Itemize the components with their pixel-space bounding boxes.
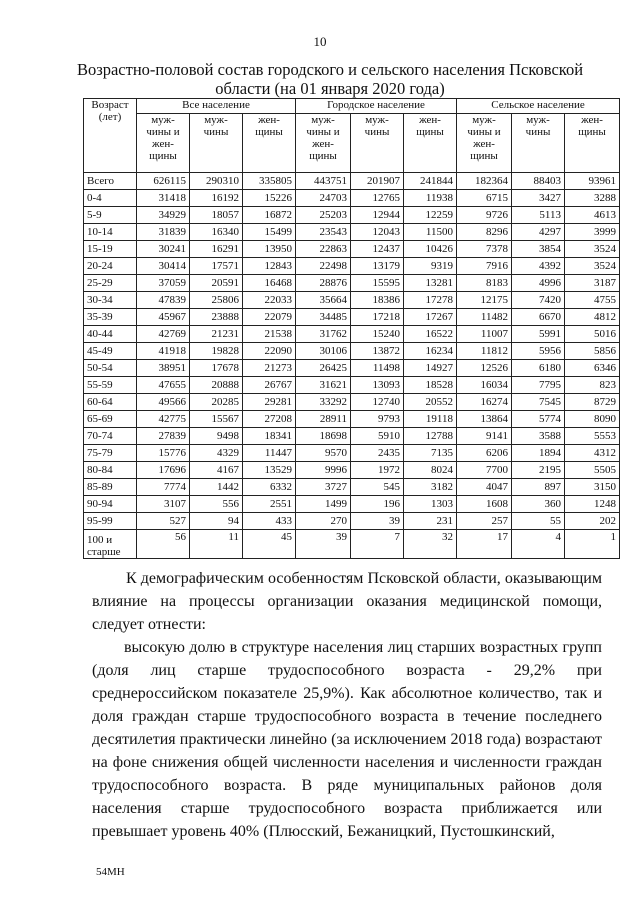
value-cell: 93961 [565, 173, 620, 190]
value-cell: 1608 [457, 496, 512, 513]
table-row [84, 394, 620, 411]
value-cell: 12740 [351, 394, 404, 411]
age-cell: 45-49 [84, 343, 137, 360]
value-cell: 35664 [296, 292, 351, 309]
value-cell: 1 [565, 530, 620, 559]
age-cell: 65-69 [84, 411, 137, 428]
value-cell: 527 [137, 513, 190, 530]
value-cell: 47839 [137, 292, 190, 309]
value-cell: 20552 [404, 394, 457, 411]
value-cell: 12437 [351, 241, 404, 258]
table-row [84, 496, 620, 513]
value-cell: 13529 [243, 462, 296, 479]
value-cell: 55 [512, 513, 565, 530]
value-cell: 11 [190, 530, 243, 559]
table-row [84, 258, 620, 275]
age-cell: 60-64 [84, 394, 137, 411]
value-cell: 290310 [190, 173, 243, 190]
value-cell: 32 [404, 530, 457, 559]
value-cell: 9726 [457, 207, 512, 224]
age-cell: 0-4 [84, 190, 137, 207]
table-row [84, 173, 620, 190]
value-cell: 6332 [243, 479, 296, 496]
value-cell: 823 [565, 377, 620, 394]
value-cell: 22033 [243, 292, 296, 309]
value-cell: 5113 [512, 207, 565, 224]
value-cell: 897 [512, 479, 565, 496]
value-cell: 15240 [351, 326, 404, 343]
value-cell: 22079 [243, 309, 296, 326]
value-cell: 7774 [137, 479, 190, 496]
value-cell: 13093 [351, 377, 404, 394]
age-cell: 70-74 [84, 428, 137, 445]
table-row [84, 292, 620, 309]
value-cell: 4329 [190, 445, 243, 462]
page-number: 10 [313, 34, 327, 49]
value-cell: 15595 [351, 275, 404, 292]
value-cell: 3524 [565, 241, 620, 258]
value-cell: 14927 [404, 360, 457, 377]
value-cell: 12175 [457, 292, 512, 309]
value-cell: 13179 [351, 258, 404, 275]
subheader-men: муж-чины [351, 114, 404, 173]
value-cell: 37059 [137, 275, 190, 292]
age-cell: 75-79 [84, 445, 137, 462]
value-cell: 11812 [457, 343, 512, 360]
value-cell: 2551 [243, 496, 296, 513]
value-cell: 17218 [351, 309, 404, 326]
value-cell: 9570 [296, 445, 351, 462]
value-cell: 1303 [404, 496, 457, 513]
value-cell: 8729 [565, 394, 620, 411]
value-cell: 18386 [351, 292, 404, 309]
table-row [84, 479, 620, 496]
age-cell: 80-84 [84, 462, 137, 479]
value-cell: 13872 [351, 343, 404, 360]
age-cell: Всего [84, 173, 137, 190]
value-cell: 9319 [404, 258, 457, 275]
value-cell: 17696 [137, 462, 190, 479]
age-cell: 5-9 [84, 207, 137, 224]
value-cell: 7545 [512, 394, 565, 411]
age-cell: 90-94 [84, 496, 137, 513]
paragraph-body: высокую долю в структуре населения лиц старших возрастных групп (доля лиц старше трудоспособного возраста - 29,2% при среднероссийском показателе 25,9%). Как абсолютное количество, так и доля граждан старше трудоспособного возраста в течение последнего десятилетия практически линейно (за исключением 2018 года) возрастают на фоне снижения общей численности населения и численности граждан трудоспособного возраста. В ряде муниципальных районов доля населения старше трудоспособного возраста приближается или превышает уровень 40% (Плюсский, Бежаницкий, Пустошкинский, [92, 639, 602, 840]
value-cell: 21273 [243, 360, 296, 377]
value-cell: 13864 [457, 411, 512, 428]
value-cell: 20285 [190, 394, 243, 411]
value-cell: 16340 [190, 224, 243, 241]
value-cell: 22863 [296, 241, 351, 258]
table-row [84, 241, 620, 258]
value-cell: 231 [404, 513, 457, 530]
table-row [84, 275, 620, 292]
value-cell: 9498 [190, 428, 243, 445]
value-cell: 7916 [457, 258, 512, 275]
value-cell: 27208 [243, 411, 296, 428]
table-row [84, 224, 620, 241]
value-cell: 17278 [404, 292, 457, 309]
subheader-women: жен-щины [404, 114, 457, 173]
value-cell: 38951 [137, 360, 190, 377]
value-cell: 257 [457, 513, 512, 530]
value-cell: 556 [190, 496, 243, 513]
value-cell: 4312 [565, 445, 620, 462]
value-cell: 31839 [137, 224, 190, 241]
value-cell: 33292 [296, 394, 351, 411]
value-cell: 16522 [404, 326, 457, 343]
value-cell: 18698 [296, 428, 351, 445]
age-cell: 20-24 [84, 258, 137, 275]
age-cell: 35-39 [84, 309, 137, 326]
value-cell: 4392 [512, 258, 565, 275]
value-cell: 20591 [190, 275, 243, 292]
value-cell: 7 [351, 530, 404, 559]
value-cell: 12259 [404, 207, 457, 224]
value-cell: 3588 [512, 428, 565, 445]
value-cell: 6206 [457, 445, 512, 462]
group-header-all: Все население [137, 99, 296, 114]
value-cell: 6346 [565, 360, 620, 377]
value-cell: 3427 [512, 190, 565, 207]
age-cell: 25-29 [84, 275, 137, 292]
value-cell: 6180 [512, 360, 565, 377]
value-cell: 5910 [351, 428, 404, 445]
value-cell: 15567 [190, 411, 243, 428]
age-cell: 95-99 [84, 513, 137, 530]
value-cell: 16872 [243, 207, 296, 224]
table-row [84, 530, 620, 559]
value-cell: 12526 [457, 360, 512, 377]
table-title: Возрастно-половой состав городского и сельского населения Псковской области (на 01 января 2020 года) [76, 60, 584, 98]
value-cell: 7700 [457, 462, 512, 479]
value-cell: 8090 [565, 411, 620, 428]
value-cell: 88403 [512, 173, 565, 190]
value-cell: 56 [137, 530, 190, 559]
value-cell: 5774 [512, 411, 565, 428]
value-cell: 9793 [351, 411, 404, 428]
value-cell: 30106 [296, 343, 351, 360]
age-cell: 85-89 [84, 479, 137, 496]
paragraph-intro: К демографическим особенностям Псковской области, оказывающим влияние на процессы организации оказания медицинской помощи, следует отнести: [92, 570, 602, 633]
value-cell: 30241 [137, 241, 190, 258]
value-cell: 241844 [404, 173, 457, 190]
value-cell: 12843 [243, 258, 296, 275]
age-cell: 30-34 [84, 292, 137, 309]
value-cell: 5505 [565, 462, 620, 479]
value-cell: 202 [565, 513, 620, 530]
value-cell: 29281 [243, 394, 296, 411]
value-cell: 39 [351, 513, 404, 530]
value-cell: 15226 [243, 190, 296, 207]
value-cell: 8024 [404, 462, 457, 479]
value-cell: 11500 [404, 224, 457, 241]
value-cell: 17267 [404, 309, 457, 326]
value-cell: 4812 [565, 309, 620, 326]
value-cell: 16234 [404, 343, 457, 360]
age-cell: 55-59 [84, 377, 137, 394]
value-cell: 16468 [243, 275, 296, 292]
value-cell: 21231 [190, 326, 243, 343]
value-cell: 4167 [190, 462, 243, 479]
value-cell: 39 [296, 530, 351, 559]
value-cell: 94 [190, 513, 243, 530]
subheader-men: муж-чины [512, 114, 565, 173]
table-row [84, 377, 620, 394]
value-cell: 335805 [243, 173, 296, 190]
value-cell: 5856 [565, 343, 620, 360]
value-cell: 626115 [137, 173, 190, 190]
value-cell: 7378 [457, 241, 512, 258]
subheader-total: муж-чины и жен-щины [457, 114, 512, 173]
value-cell: 4996 [512, 275, 565, 292]
value-cell: 8296 [457, 224, 512, 241]
value-cell: 9141 [457, 428, 512, 445]
value-cell: 15776 [137, 445, 190, 462]
value-cell: 15499 [243, 224, 296, 241]
table-row [84, 360, 620, 377]
table-row [84, 428, 620, 445]
value-cell: 7420 [512, 292, 565, 309]
subheader-total: муж-чины и жен-щины [296, 114, 351, 173]
value-cell: 23888 [190, 309, 243, 326]
value-cell: 30414 [137, 258, 190, 275]
population-table [83, 98, 620, 559]
value-cell: 20888 [190, 377, 243, 394]
value-cell: 16192 [190, 190, 243, 207]
value-cell: 16291 [190, 241, 243, 258]
age-cell: 10-14 [84, 224, 137, 241]
value-cell: 1248 [565, 496, 620, 513]
value-cell: 5991 [512, 326, 565, 343]
value-cell: 2195 [512, 462, 565, 479]
value-cell: 25203 [296, 207, 351, 224]
value-cell: 1972 [351, 462, 404, 479]
subheader-women: жен-щины [243, 114, 296, 173]
value-cell: 49566 [137, 394, 190, 411]
value-cell: 11938 [404, 190, 457, 207]
value-cell: 41918 [137, 343, 190, 360]
value-cell: 22498 [296, 258, 351, 275]
value-cell: 4613 [565, 207, 620, 224]
value-cell: 3150 [565, 479, 620, 496]
value-cell: 17571 [190, 258, 243, 275]
subheader-total: муж-чины и жен-щины [137, 114, 190, 173]
age-cell: 100 и старше [84, 530, 137, 559]
value-cell: 3107 [137, 496, 190, 513]
value-cell: 16274 [457, 394, 512, 411]
value-cell: 11482 [457, 309, 512, 326]
table-row [84, 462, 620, 479]
value-cell: 17678 [190, 360, 243, 377]
value-cell: 34485 [296, 309, 351, 326]
value-cell: 42775 [137, 411, 190, 428]
value-cell: 47655 [137, 377, 190, 394]
value-cell: 4297 [512, 224, 565, 241]
value-cell: 10426 [404, 241, 457, 258]
value-cell: 182364 [457, 173, 512, 190]
value-cell: 3187 [565, 275, 620, 292]
value-cell: 25806 [190, 292, 243, 309]
value-cell: 5956 [512, 343, 565, 360]
value-cell: 3524 [565, 258, 620, 275]
value-cell: 31762 [296, 326, 351, 343]
value-cell: 9996 [296, 462, 351, 479]
value-cell: 26425 [296, 360, 351, 377]
value-cell: 1894 [512, 445, 565, 462]
value-cell: 31418 [137, 190, 190, 207]
value-cell: 270 [296, 513, 351, 530]
value-cell: 8183 [457, 275, 512, 292]
value-cell: 4047 [457, 479, 512, 496]
table-row [84, 411, 620, 428]
value-cell: 196 [351, 496, 404, 513]
value-cell: 16034 [457, 377, 512, 394]
value-cell: 13281 [404, 275, 457, 292]
footer-code: 54МН [96, 866, 125, 878]
value-cell: 45 [243, 530, 296, 559]
value-cell: 3854 [512, 241, 565, 258]
value-cell: 31621 [296, 377, 351, 394]
value-cell: 27839 [137, 428, 190, 445]
table-row [84, 309, 620, 326]
value-cell: 545 [351, 479, 404, 496]
table-row [84, 207, 620, 224]
value-cell: 1442 [190, 479, 243, 496]
value-cell: 28876 [296, 275, 351, 292]
value-cell: 3182 [404, 479, 457, 496]
value-cell: 201907 [351, 173, 404, 190]
group-header-rural: Сельское население [457, 99, 620, 114]
value-cell: 2435 [351, 445, 404, 462]
value-cell: 23543 [296, 224, 351, 241]
age-cell: 40-44 [84, 326, 137, 343]
value-cell: 12788 [404, 428, 457, 445]
subheader-women: жен-щины [565, 114, 620, 173]
value-cell: 21538 [243, 326, 296, 343]
value-cell: 24703 [296, 190, 351, 207]
table-row [84, 343, 620, 360]
table-row [84, 445, 620, 462]
value-cell: 360 [512, 496, 565, 513]
value-cell: 12944 [351, 207, 404, 224]
value-cell: 3999 [565, 224, 620, 241]
value-cell: 4755 [565, 292, 620, 309]
value-cell: 11007 [457, 326, 512, 343]
value-cell: 13950 [243, 241, 296, 258]
value-cell: 11498 [351, 360, 404, 377]
value-cell: 19118 [404, 411, 457, 428]
value-cell: 19828 [190, 343, 243, 360]
value-cell: 12043 [351, 224, 404, 241]
value-cell: 6715 [457, 190, 512, 207]
value-cell: 34929 [137, 207, 190, 224]
value-cell: 22090 [243, 343, 296, 360]
value-cell: 3727 [296, 479, 351, 496]
value-cell: 1499 [296, 496, 351, 513]
value-cell: 42769 [137, 326, 190, 343]
value-cell: 45967 [137, 309, 190, 326]
value-cell: 18057 [190, 207, 243, 224]
value-cell: 433 [243, 513, 296, 530]
age-cell: 15-19 [84, 241, 137, 258]
value-cell: 3288 [565, 190, 620, 207]
age-column-header: Возраст (лет) [84, 99, 137, 173]
value-cell: 6670 [512, 309, 565, 326]
value-cell: 7795 [512, 377, 565, 394]
value-cell: 12765 [351, 190, 404, 207]
value-cell: 11447 [243, 445, 296, 462]
group-header-urban: Городское население [296, 99, 457, 114]
table-row [84, 513, 620, 530]
value-cell: 7135 [404, 445, 457, 462]
subheader-men: муж-чины [190, 114, 243, 173]
value-cell: 18341 [243, 428, 296, 445]
value-cell: 28911 [296, 411, 351, 428]
value-cell: 4 [512, 530, 565, 559]
value-cell: 18528 [404, 377, 457, 394]
table-row [84, 326, 620, 343]
value-cell: 443751 [296, 173, 351, 190]
value-cell: 5553 [565, 428, 620, 445]
value-cell: 5016 [565, 326, 620, 343]
age-cell: 50-54 [84, 360, 137, 377]
value-cell: 17 [457, 530, 512, 559]
value-cell: 26767 [243, 377, 296, 394]
table-row [84, 190, 620, 207]
